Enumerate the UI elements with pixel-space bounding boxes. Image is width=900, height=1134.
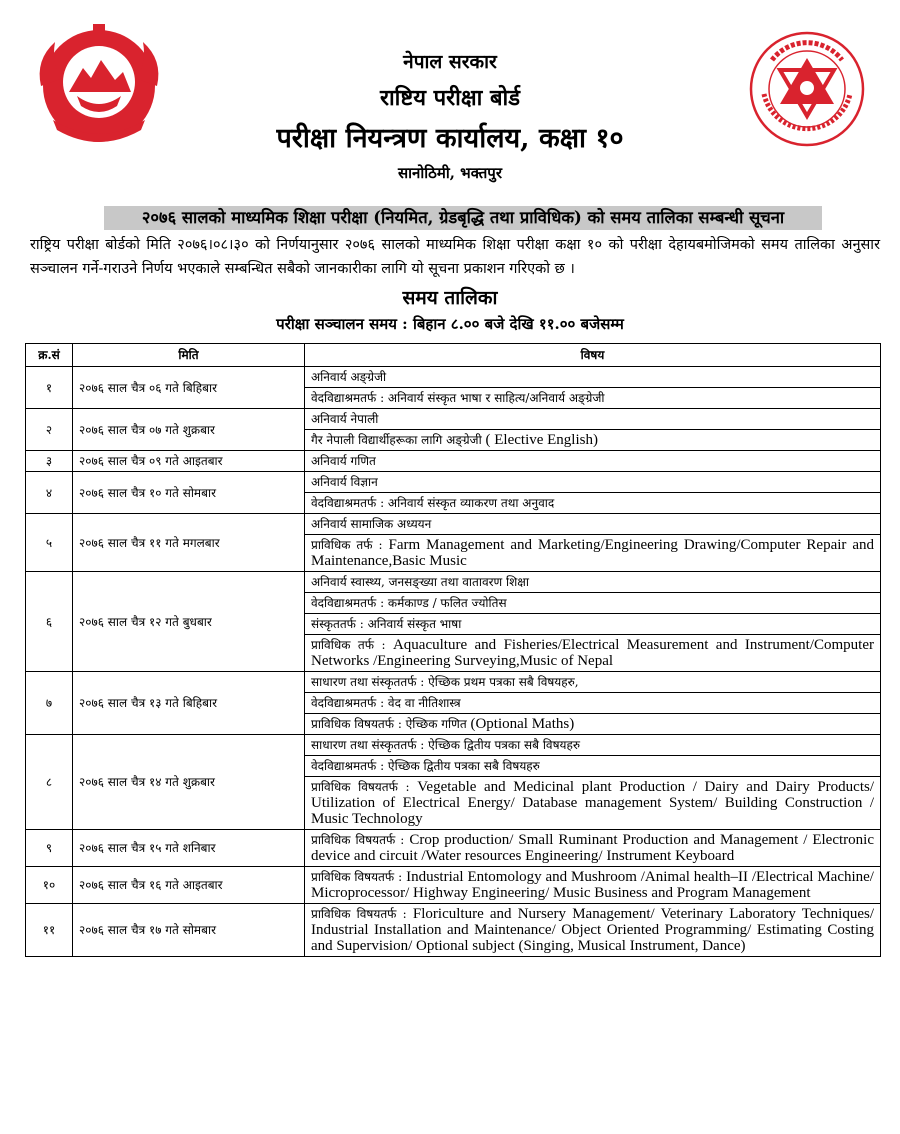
- row-exam-date: २०७६ साल चैत्र १४ गते शुक्रबार: [73, 735, 305, 830]
- table-row: [26, 904, 881, 957]
- subject-label: प्राविधिक तर्फ :: [311, 638, 393, 652]
- row-serial-number: ११: [26, 904, 73, 957]
- subject-label: अनिवार्य गणित: [311, 454, 376, 468]
- row-subject: [305, 672, 881, 693]
- row-serial-number: २: [26, 409, 73, 451]
- row-serial-number: ४: [26, 472, 73, 514]
- subject-label: वेदविद्याश्रमतर्फ : वेद वा नीतिशास्त्र: [311, 696, 461, 710]
- row-exam-date: २०७६ साल चैत्र १२ गते बुधबार: [73, 572, 305, 672]
- table-row: [26, 367, 881, 388]
- subject-label: प्राविधिक विषयतर्फ :: [311, 907, 413, 921]
- table-header-row: [26, 344, 881, 367]
- row-subject: [305, 514, 881, 535]
- row-subject: [305, 635, 881, 672]
- subject-english-names: Floriculture and Nursery Management/ Veterinary Laboratory Techniques/ Industrial Installation and Maintenance/ Object Oriented Programming/ Estimating Costing and Supervision/ Optional subject (Singing, Musical Instrument, Dance): [311, 906, 874, 954]
- row-subject: [305, 593, 881, 614]
- row-subject: [305, 472, 881, 493]
- table-row: [26, 409, 881, 430]
- row-exam-date: २०७६ साल चैत्र ०७ गते शुक्रबार: [73, 409, 305, 451]
- row-subject: [305, 830, 881, 867]
- table-row: [26, 514, 881, 535]
- row-serial-number: १: [26, 367, 73, 409]
- subject-english-names: Industrial Entomology and Mushroom /Animal health–II /Electrical Machine/ Microprocessor/ Highway Engineering/ Music Business and Program Management: [311, 869, 874, 901]
- row-serial-number: ३: [26, 451, 73, 472]
- table-row: [26, 830, 881, 867]
- subject-label: वेदविद्याश्रमतर्फ : कर्मकाण्ड / फलित ज्योतिस: [311, 596, 507, 610]
- office-address: सानोठिमी, भक्तपुर: [398, 164, 502, 182]
- row-subject: [305, 867, 881, 904]
- row-subject: [305, 535, 881, 572]
- row-subject: [305, 904, 881, 957]
- row-serial-number: ९: [26, 830, 73, 867]
- row-subject: [305, 614, 881, 635]
- notice-paragraph: राष्ट्रिय परीक्षा बोर्डको मिति २०७६।०८।३० को निर्णयानुसार २०७६ सालको माध्यमिक शिक्षा परीक्षा कक्षा १० को परीक्षा देहायबमोजिमको समय तालिका अनुसार सञ्चालन गर्ने-गराउने निर्णय भएकाले सम्बन्धित सबैको जानकारीका लागि यो सूचना प्रकाशन गरिएको छ ।: [30, 237, 880, 277]
- header-subject: विषय: [305, 344, 881, 367]
- row-subject: [305, 388, 881, 409]
- table-row: [26, 867, 881, 904]
- row-serial-number: ५: [26, 514, 73, 572]
- subject-label: अनिवार्य अङ्ग्रेजी: [311, 370, 387, 384]
- row-subject: [305, 493, 881, 514]
- table-row: [26, 572, 881, 593]
- subject-english-names: Crop production/ Small Ruminant Production and Management / Electronic device and circuit /Water resources Engineering/ Instrument Keyboard: [311, 832, 874, 864]
- timetable-title: समय तालिका: [402, 287, 498, 309]
- row-exam-date: २०७६ साल चैत्र १३ गते बिहिबार: [73, 672, 305, 735]
- subject-label: प्राविधिक विषयतर्फ :: [311, 833, 410, 847]
- row-exam-date: २०७६ साल चैत्र १७ गते सोमबार: [73, 904, 305, 957]
- subject-label: वेदविद्याश्रमतर्फ : ऐच्छिक द्वितीय पत्रका सबै विषयहरु: [311, 759, 540, 773]
- row-exam-date: २०७६ साल चैत्र १५ गते शनिबार: [73, 830, 305, 867]
- table-row: [26, 735, 881, 756]
- row-subject: [305, 735, 881, 756]
- subject-label: गैर नेपाली विद्यार्थीहरूका लागि अङ्ग्रेजी: [311, 433, 486, 447]
- row-exam-date: २०७६ साल चैत्र ११ गते मगलबार: [73, 514, 305, 572]
- table-row: [26, 672, 881, 693]
- row-subject: [305, 430, 881, 451]
- subject-label: प्राविधिक विषयतर्फ :: [311, 870, 407, 884]
- row-serial-number: १०: [26, 867, 73, 904]
- header-sn: क्र.सं: [26, 344, 73, 367]
- row-exam-date: २०७६ साल चैत्र १६ गते आइतबार: [73, 867, 305, 904]
- subject-label: अनिवार्य नेपाली: [311, 412, 379, 426]
- row-exam-date: २०७६ साल चैत्र ०९ गते आइतबार: [73, 451, 305, 472]
- subject-label: प्राविधिक तर्फ :: [311, 538, 389, 552]
- row-subject: [305, 409, 881, 430]
- subject-english-names: Aquaculture and Fisheries/Electrical Measurement and Instrument/Computer Networks /Engineering Surveying,Music of Nepal: [311, 637, 875, 669]
- row-subject: [305, 367, 881, 388]
- subject-english-names: ( Elective English): [485, 432, 598, 448]
- subject-label: साधारण तथा संस्कृततर्फ : ऐच्छिक प्रथम पत्रका सबै विषयहरु,: [311, 675, 579, 689]
- header-date: मिति: [73, 344, 305, 367]
- table-row: [26, 472, 881, 493]
- subject-label: वेदविद्याश्रमतर्फ : अनिवार्य संस्कृत व्याकरण तथा अनुवाद: [311, 496, 555, 510]
- subject-english-names: Farm Management and Marketing/Engineering Drawing/Computer Repair and Maintenance,Basic Music: [311, 537, 874, 569]
- row-serial-number: ७: [26, 672, 73, 735]
- row-subject: [305, 693, 881, 714]
- row-exam-date: २०७६ साल चैत्र १० गते सोमबार: [73, 472, 305, 514]
- row-serial-number: ६: [26, 572, 73, 672]
- row-subject: [305, 756, 881, 777]
- row-exam-date: २०७६ साल चैत्र ०६ गते बिहिबार: [73, 367, 305, 409]
- subject-label: साधारण तथा संस्कृततर्फ : ऐच्छिक द्वितीय पत्रका सबै विषयहरु: [311, 738, 581, 752]
- notice-title: २०७६ सालको माध्यमिक शिक्षा परीक्षा (नियमित, ग्रेडबृद्धि तथा प्राविधिक) को समय तालिका सम्बन्धी सूचना: [104, 206, 822, 230]
- subject-label: प्राविधिक विषयतर्फ : ऐच्छिक गणित: [311, 717, 471, 731]
- board-name: राष्टिय परीक्षा बोर्ड: [379, 85, 520, 111]
- table-body: [26, 367, 881, 957]
- govt-name: नेपाल सरकार: [403, 51, 497, 73]
- subject-label: अनिवार्य सामाजिक अध्ययन: [311, 517, 432, 531]
- subject-label: संस्कृततर्फ : अनिवार्य संस्कृत भाषा: [311, 617, 462, 631]
- row-subject: [305, 777, 881, 830]
- row-serial-number: ८: [26, 735, 73, 830]
- exam-time: परीक्षा सञ्चालन समय : बिहान ८.०० बजे देखि ११.०० बजेसम्म: [276, 315, 624, 333]
- subject-label: अनिवार्य विज्ञान: [311, 475, 378, 489]
- row-subject: [305, 572, 881, 593]
- subject-label: वेदविद्याश्रमतर्फ : अनिवार्य संस्कृत भाषा र साहित्य/अनिवार्य अङ्ग्रेजी: [311, 391, 605, 405]
- row-subject: [305, 714, 881, 735]
- row-subject: [305, 451, 881, 472]
- table-row: [26, 451, 881, 472]
- exam-schedule-table: [25, 343, 881, 957]
- subject-english-names: (Optional Maths): [470, 716, 575, 732]
- subject-english-names: Vegetable and Medicinal plant Production / Dairy and Dairy Products/ Utilization of Electrical Energy/ Database management System/ Building Construction / Music Technology: [311, 779, 874, 827]
- subject-label: अनिवार्य स्वास्थ्य, जनसङ्ख्या तथा वातावरण शिक्षा: [311, 575, 530, 589]
- subject-label: प्राविधिक विषयतर्फ :: [311, 780, 418, 794]
- office-name: परीक्षा नियन्त्रण कार्यालय, कक्षा १०: [276, 123, 624, 154]
